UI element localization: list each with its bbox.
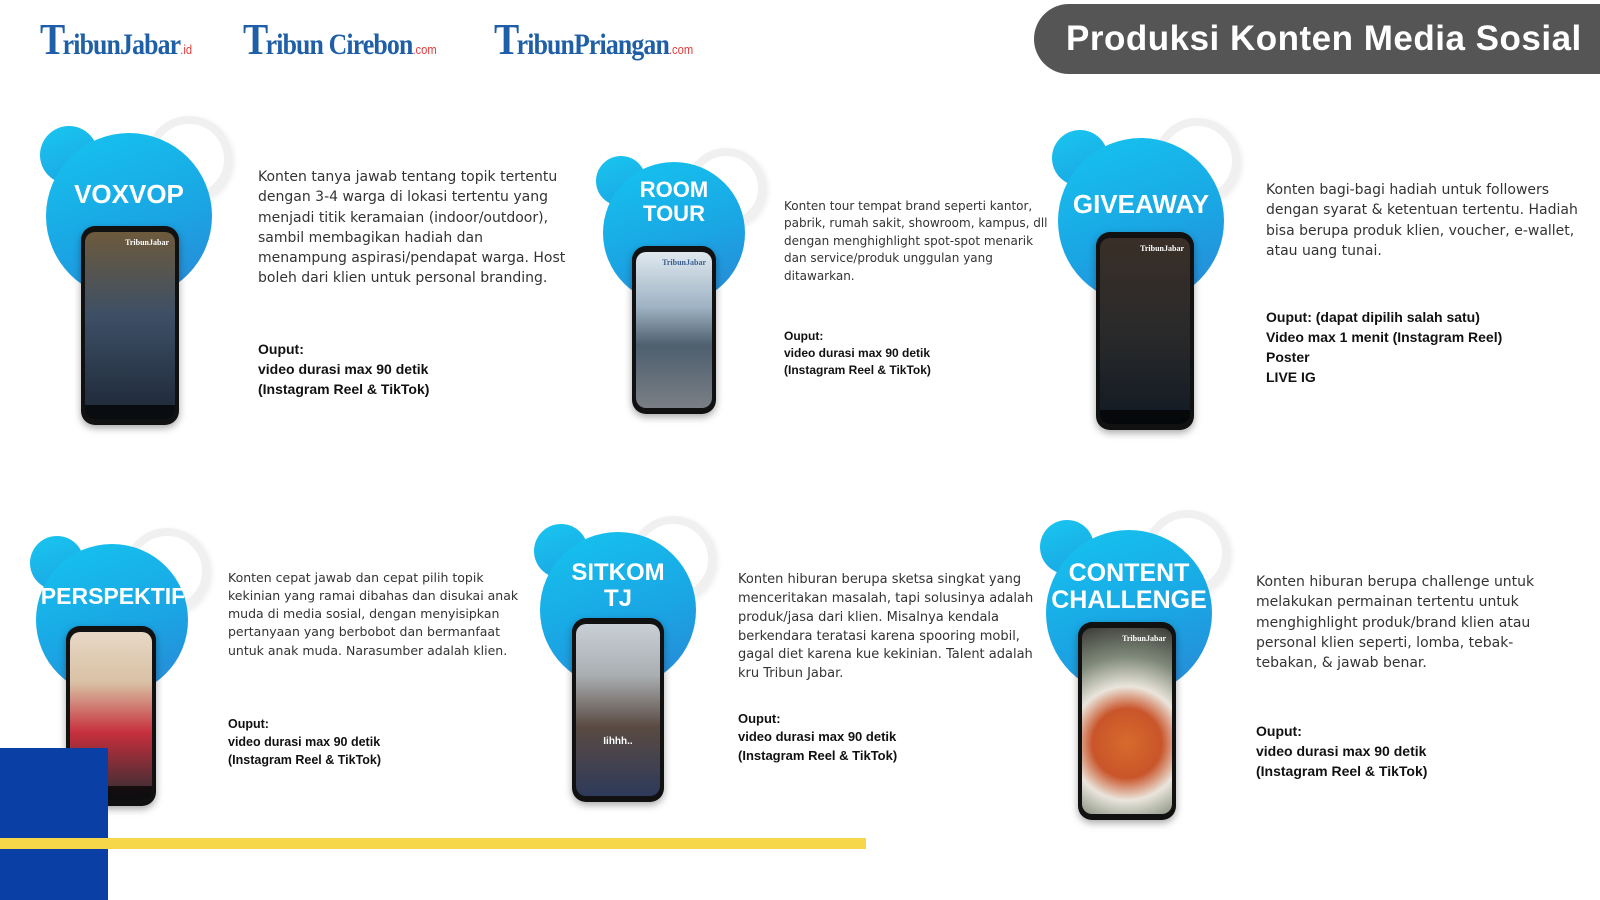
output-line: video durasi max 90 detik [258,360,429,377]
output-line: LIVE IG [1266,368,1316,385]
screen-watermark: TribunJabar [662,258,706,267]
output-line: video durasi max 90 detik [784,346,931,361]
output-line: (Instagram Reel & TikTok) [228,752,382,767]
phone-mockup [632,246,716,414]
decorative-yellow-line [0,838,866,849]
item-output [1256,722,1427,782]
output-title: Ouput: [738,711,781,726]
item-label: CONTENT CHALLENGE [1051,559,1207,614]
decorative-blue-block [0,748,108,900]
output-title: Ouput: [258,341,304,357]
item-description: Konten bagi-bagi hadiah untuk followers dengan syarat & ketentuan tertentu. Hadiah bisa berupa produk klien, voucher, e-wallet, atau uang tunai. [1266,182,1578,259]
output-title: Ouput: [784,329,824,343]
item-output [784,328,931,379]
item-label: ROOM TOUR [639,177,709,226]
screen-nav-bar [85,405,175,419]
output-line: (Instagram Reel & TikTok) [258,380,430,397]
item-output [738,710,897,765]
phone-mockup [1078,622,1176,820]
output-title: Ouput: [1256,723,1302,739]
screen-nav-bar [1100,410,1190,424]
item-output [258,340,429,400]
phone-mockup [572,618,664,802]
phone-mockup [81,226,179,425]
logo-tribunjabar: TribunJabar.id [40,15,193,64]
screen-caption: Iihhh.. [603,736,633,747]
item-label: VOXVOP [74,179,184,209]
screen-watermark: TribunJabar [1140,244,1184,253]
item-label: GIVEAWAY [1072,189,1210,219]
screen-watermark: TribunJabar [1122,634,1166,643]
output-line: Video max 1 menit (Instagram Reel) [1266,328,1503,345]
item-description: Konten hiburan berupa challenge untuk melakukan permainan tertentu untuk menghighlight produk/brand klien atau personal klien seperti, lomba, tebak-tebakan, & jawab benar. [1256,574,1535,672]
output-line: (Instagram Reel & TikTok) [1256,762,1428,779]
page-title: Produksi Konten Media Sosial [1034,4,1600,74]
phone-screen [85,232,175,419]
publisher-logos [40,14,726,65]
screen-watermark: TribunJabar [125,238,169,247]
item-label: PERSPEKTIF [40,583,186,609]
output-line: (Instagram Reel & TikTok) [784,363,931,378]
item-description: Konten tanya jawab tentang topik tertentu dengan 3-4 warga di lokasi tertentu yang menjadi titik keramaian (indoor/outdoor), sambil membagikan hadiah dan menampung aspirasi/pendapat warga. Host boleh dari klien untuk personal branding. [258,169,566,287]
output-line: (Instagram Reel & TikTok) [738,747,898,763]
output-title: Ouput: [228,717,269,731]
output-line: video durasi max 90 detik [228,734,381,749]
logo-tribuncirebon: Tribun Cirebon.com [242,15,437,64]
item-description: Konten hiburan berupa sketsa singkat yang menceritakan masalah, tapi solusinya adalah produk/jasa dari klien. Misalnya kendala berkendara teratasi karena spooring mobil, gagal diet karena kue kekinian. Talent adalah kru Tribun Jabar. [738,572,1034,682]
item-description: Konten tour tempat brand seperti kantor, pabrik, rumah sakit, showroom, kampus, dll dengan menghighlight spot-spot menarik dan service/produk unggulan yang ditawarkan. [784,199,1048,283]
phone-screen [636,252,712,408]
item-output [228,716,381,769]
phone-screen [1100,238,1190,424]
output-line: video durasi max 90 detik [738,729,897,745]
phone-mockup [1096,232,1194,430]
phone-screen [576,624,660,796]
item-description: Konten cepat jawab dan cepat pilih topik kekinian yang ramai dibahas dan disukai anak muda di media sosial, dengan menyisipkan pertanyaan yang berbobot dan bermanfaat untuk anak muda. Narasumber adalah klien. [228,570,519,658]
phone-screen [1082,628,1172,814]
output-title: Ouput: (dapat dipilih salah satu) [1266,309,1480,325]
item-output [1266,308,1502,388]
output-line: Poster [1266,348,1310,365]
output-line: video durasi max 90 detik [1256,742,1427,759]
item-label: SITKOM TJ [571,559,665,612]
logo-tribunpriangan: TribunPriangan.com [494,15,694,64]
